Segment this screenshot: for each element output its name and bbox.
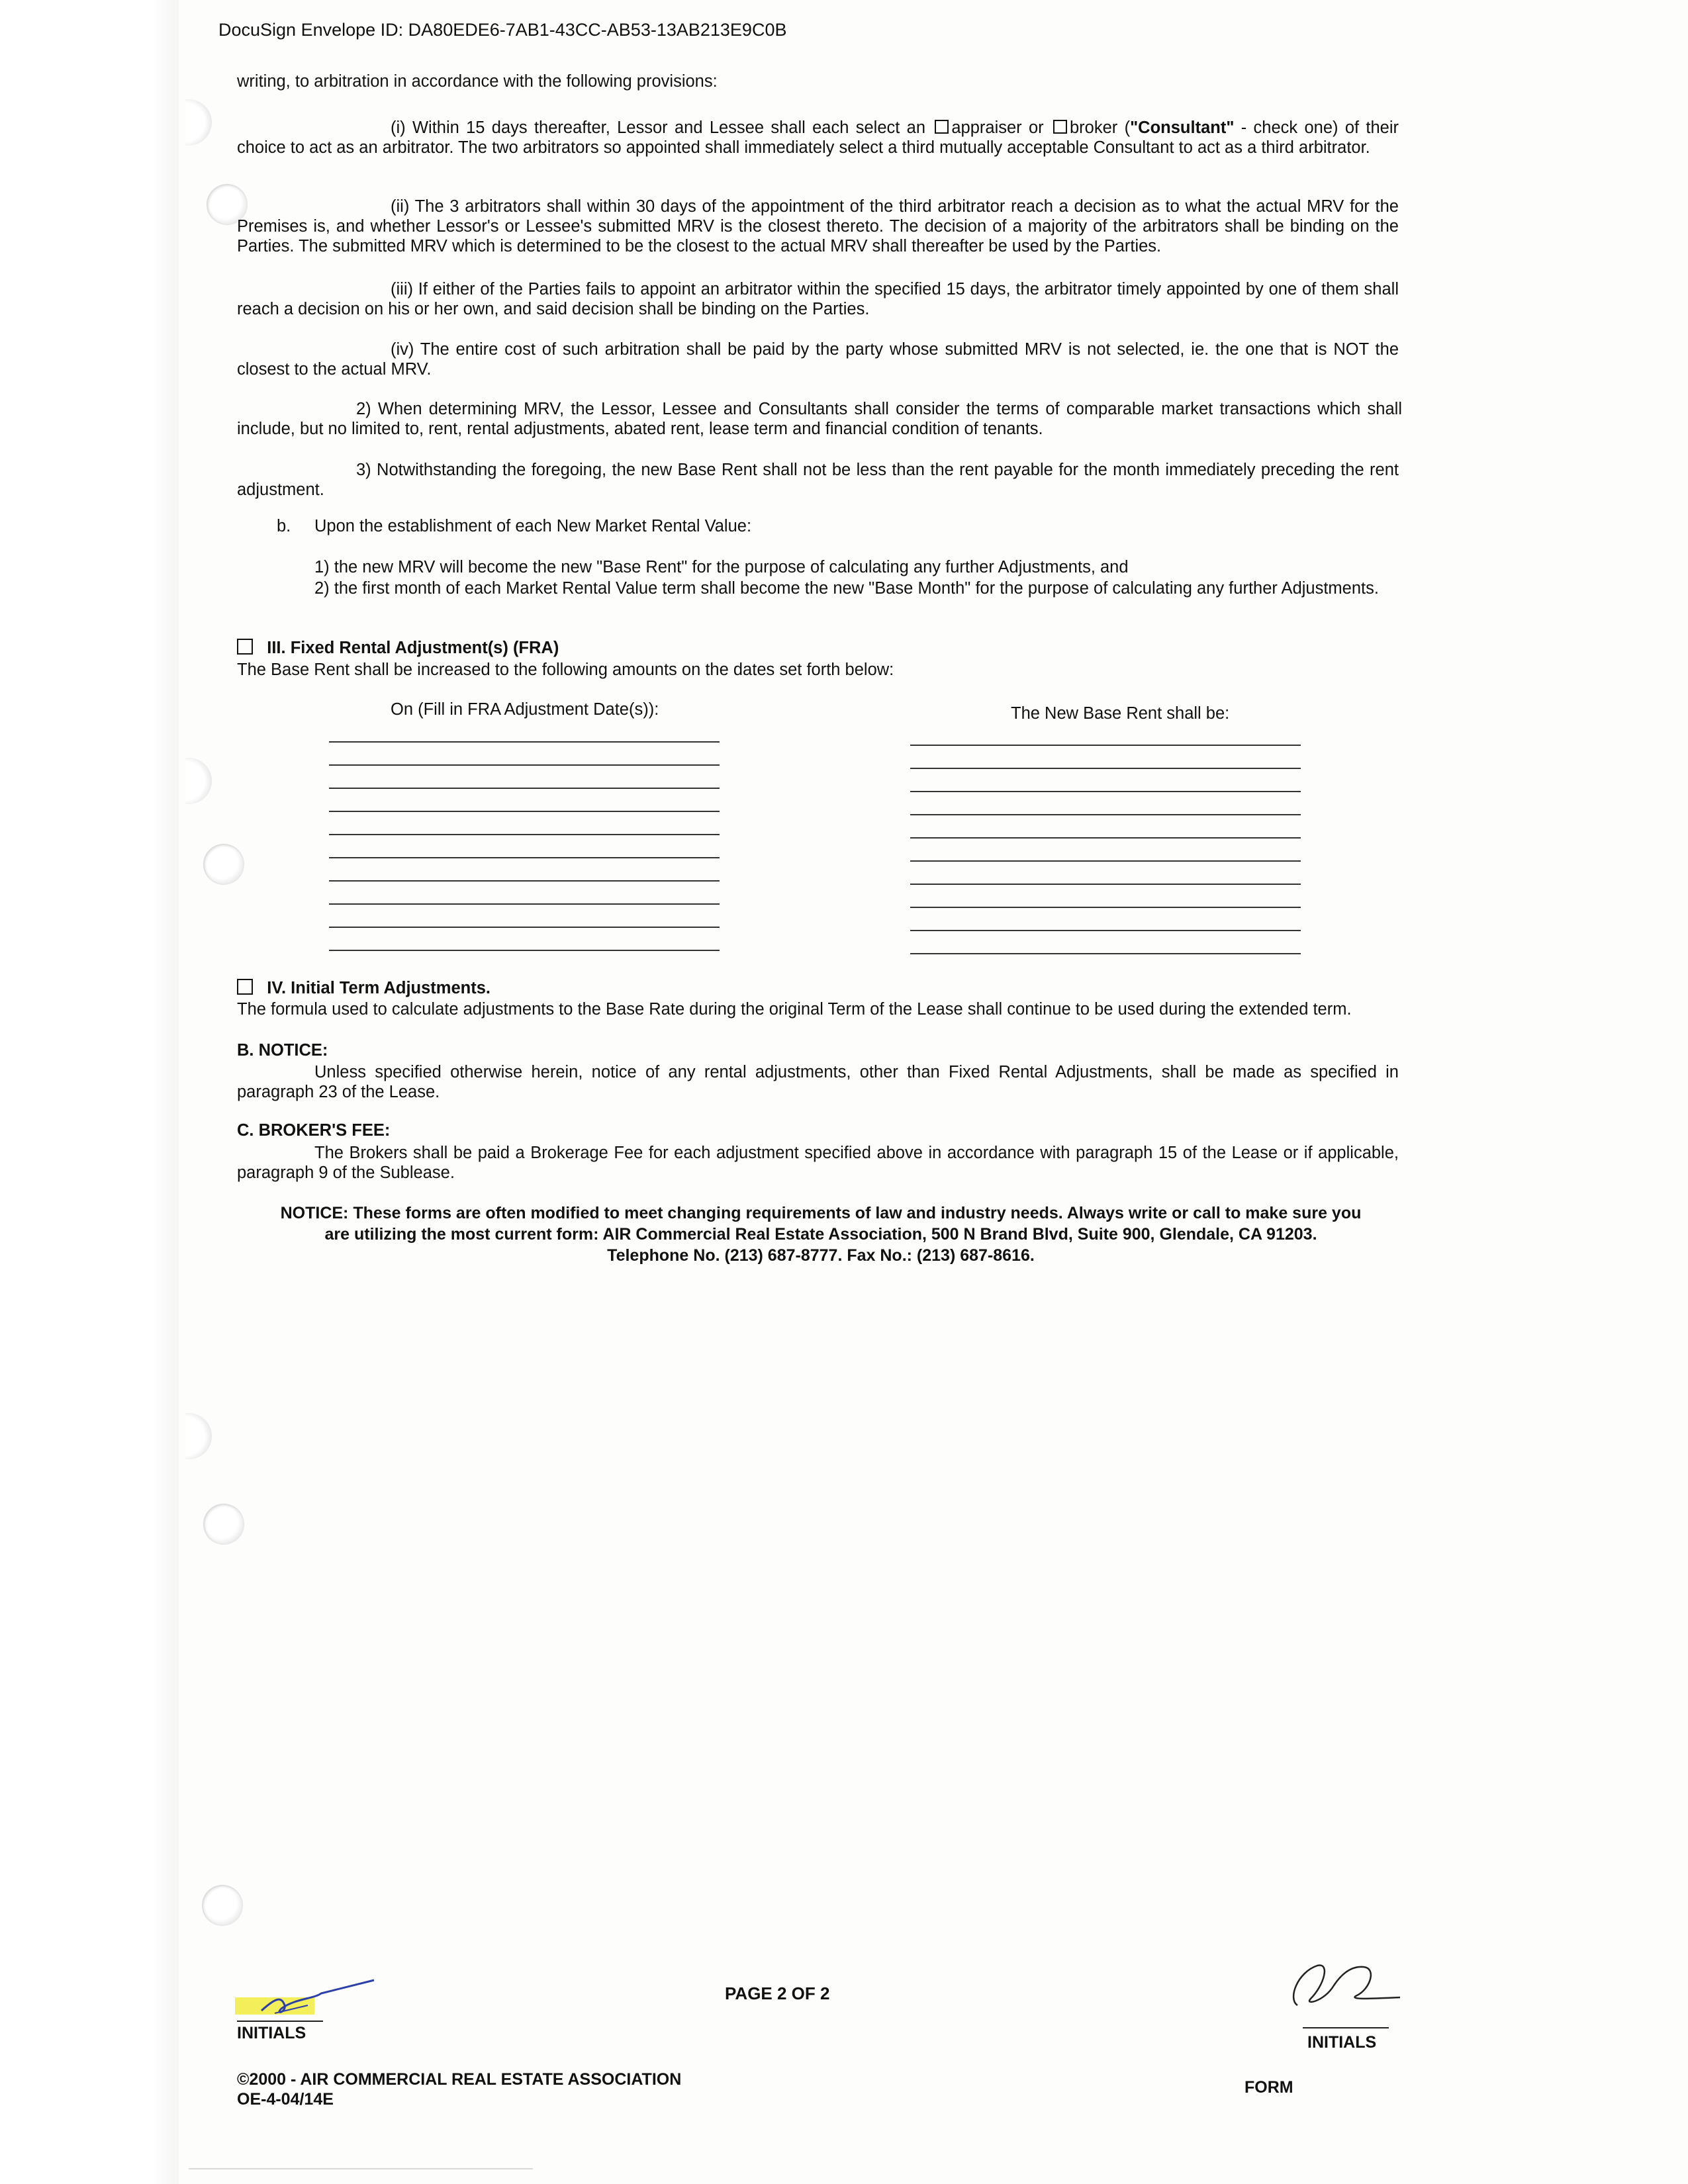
ita-checkbox[interactable] [237,979,253,995]
punch-hole [203,844,244,885]
broker-checkbox[interactable] [1053,120,1067,134]
arbitration-clause-i: (i) Within 15 days thereafter, Lessor and Lessee shall each select an appraiser or broker ("Consultant" - check one) of their choice to act as an arbitrator. The two arbitrators so appointed shall immediately select a third mutually acceptable Consultant to act as a third arbitrator. [237,118,1399,157]
initials-left-field[interactable] [235,1979,394,2025]
punch-hole [203,1504,244,1545]
form-code: OE-4-04/14E [237,2090,334,2109]
initials-right-line [1303,2027,1389,2028]
initials-signature-icon [235,1979,394,2025]
forms-notice-line1: NOTICE: These forms are often modified to meet changing requirements of law and industry needs. Always write or call to make sure you [280,1204,1362,1222]
fra-rent-column-header: The New Base Rent shall be: [1011,704,1230,723]
fra-text: The Base Rent shall be increased to the following amounts on the dates set forth below: [237,660,894,679]
notice-heading: B. NOTICE: [237,1041,328,1060]
scan-bottom-edge [189,2168,533,2169]
initials-signature-icon [1284,1959,1417,2012]
mrv-determination-clause: 2) When determining MRV, the Lessor, Lessee and Consultants shall consider the terms of comparable market transactions which shall include, but no limited to, rent, rental adjustments, abated rent, lease term and financial condition of tenants. [237,400,1402,438]
page-number: PAGE 2 OF 2 [725,1983,830,2003]
item-b-text: Upon the establishment of each New Market Rental Value: [314,517,752,535]
forms-notice-line2: are utilizing the most current form: AIR Commercial Real Estate Association, 500 N Brand Blvd, Suite 900, Glendale, CA 91203. [324,1225,1317,1244]
appraiser-checkbox[interactable] [935,120,949,134]
binder-notch [185,99,212,146]
brokers-fee-heading: C. BROKER'S FEE: [237,1121,391,1140]
arbitration-clause-ii: (ii) The 3 arbitrators shall within 30 days of the appointment of the third arbitrator reach a decision as to what the actual MRV for the Premises is, and whether Lessor's or Lessee's submitted MRV is the closest thereto. The decision of a majority of the arbitrators shall be binding on the Parties. The submitted MRV which is determined to be the closest to the actual MRV shall thereafter be used by the Parties. [237,197,1399,255]
ita-text: The formula used to calculate adjustments to the Base Rate during the original Term of the Lease shall continue to be used during the extended term. [237,1000,1352,1019]
intro-text: writing, to arbitration in accordance with the following provisions: [237,72,718,91]
arbitration-clause-iv: (iv) The entire cost of such arbitration shall be paid by the party whose submitted MRV is not selected, ie. the one that is NOT the closest to the actual MRV. [237,340,1399,379]
item-b-sub2: 2) the first month of each Market Rental Value term shall become the new "Base Month" for the purpose of calculating any further Adjustments. [314,579,1379,598]
base-rent-floor-clause: 3) Notwithstanding the foregoing, the new Base Rent shall not be less than the rent payable for the month immediately preceding the rent adjustment. [237,461,1399,499]
notice-text: Unless specified otherwise herein, notice of any rental adjustments, other than Fixed Rental Adjustments, shall be made as specified in paragraph 23 of the Lease. [237,1063,1399,1101]
item-b-sub1: 1) the new MRV will become the new "Base Rent" for the purpose of calculating any further Adjustments, and [314,558,1129,576]
forms-notice-line3: Telephone No. (213) 687-8777. Fax No.: (213) 687-8616. [607,1246,1035,1265]
initials-right-field[interactable] [1284,1959,1417,2012]
fra-checkbox[interactable] [237,639,253,655]
brokers-fee-text: The Brokers shall be paid a Brokerage Fee for each adjustment specified above in accordance with paragraph 15 of the Lease or if applicable, paragraph 9 of the Sublease. [237,1144,1399,1182]
arbitration-clause-iii: (iii) If either of the Parties fails to appoint an arbitrator within the specified 15 days, the arbitrator timely appointed by one of them shall reach a decision on his or her own, and said decision shall be binding on the Parties. [237,280,1399,318]
envelope-id: DocuSign Envelope ID: DA80EDE6-7AB1-43CC-AB53-13AB213E9C0B [218,20,787,40]
form-label: FORM [1244,2078,1293,2097]
initials-left-label: INITIALS [237,2024,306,2042]
punch-hole [202,1885,243,1926]
ita-heading: IV. Initial Term Adjustments. [237,978,1031,998]
copyright: ©2000 - AIR COMMERCIAL REAL ESTATE ASSOCIATION [237,2070,682,2089]
binder-notch [185,1413,212,1459]
fra-heading: III. Fixed Rental Adjustment(s) (FRA) [237,638,1031,658]
forms-notice [225,1203,1417,1266]
item-b-label: b. [277,517,291,535]
binder-notch [185,758,212,804]
initials-left-line [237,2021,323,2022]
fra-dates-column-header: On (Fill in FRA Adjustment Date(s)): [391,700,659,719]
initials-right-label: INITIALS [1307,2033,1377,2052]
